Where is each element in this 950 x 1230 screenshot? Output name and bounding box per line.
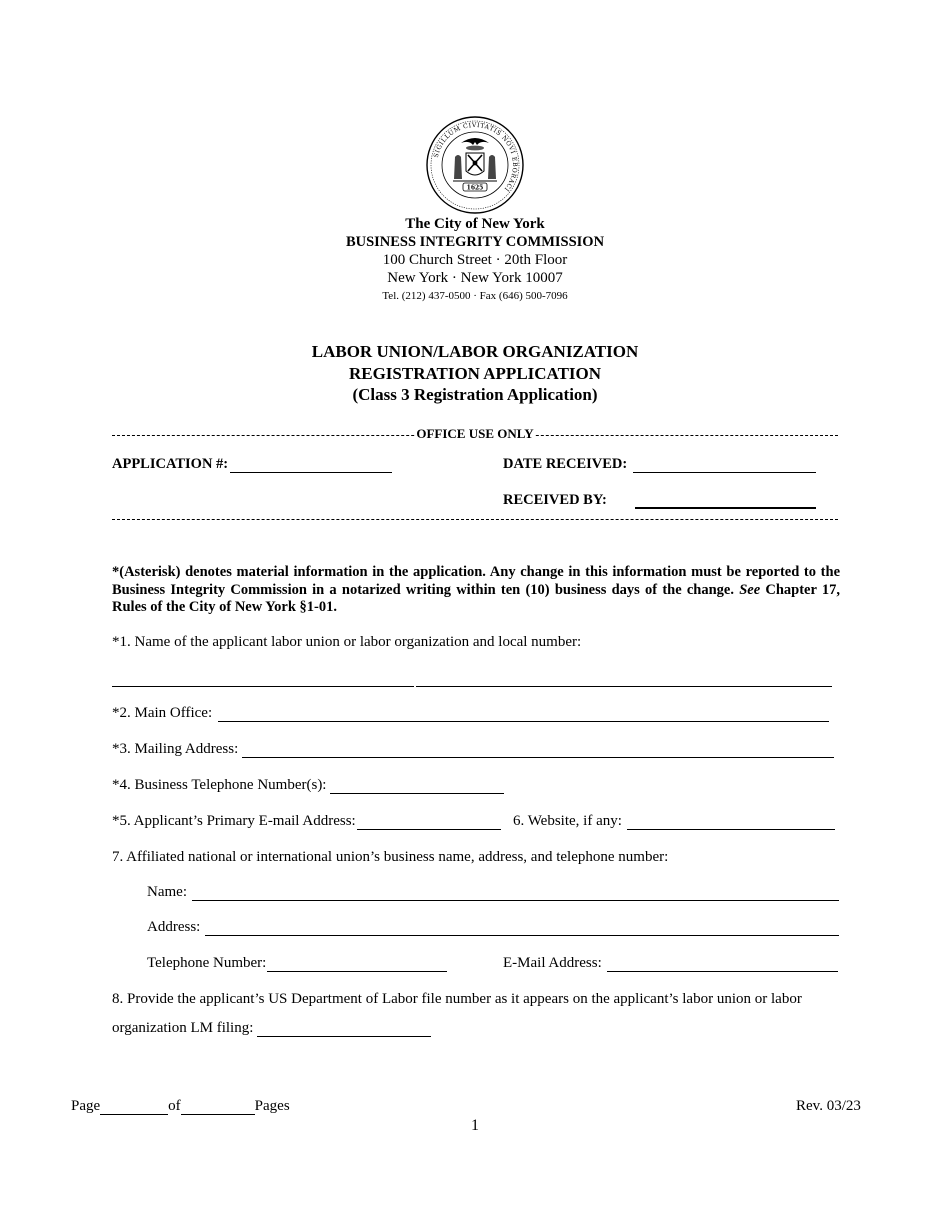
question-6-field[interactable]: [513, 813, 835, 830]
svg-text:1625: 1625: [466, 184, 484, 192]
application-number-field[interactable]: [112, 456, 392, 473]
question-7-name-field[interactable]: [147, 884, 839, 901]
form-title-line3: (Class 3 Registration Application): [352, 385, 598, 404]
question-2-label: *2. Main Office:: [112, 705, 213, 721]
received-by-field[interactable]: [503, 492, 816, 509]
question-8-field[interactable]: [112, 1020, 431, 1037]
material-info-notice: [112, 564, 840, 617]
question-8-label-line2: organization LM filing:: [112, 1020, 254, 1036]
svg-text:SIGILLUM CIVITATIS NOVI EBORAC: SIGILLUM CIVITATIS NOVI EBORACI: [432, 121, 519, 193]
notice-see: See: [739, 581, 761, 598]
question-7-name-line[interactable]: [192, 885, 839, 901]
total-pages-line[interactable]: [181, 1099, 255, 1115]
question-2-line[interactable]: [218, 706, 829, 722]
pages-label: Pages: [254, 1098, 290, 1114]
question-4-line[interactable]: [330, 778, 504, 794]
agency-phone-fax: Tel. (212) 437-0500 · Fax (646) 500-7096: [382, 290, 568, 302]
question-7-phone-field[interactable]: [147, 955, 447, 972]
office-use-bottom-divider: [112, 519, 838, 520]
agency-address-line1: 100 Church Street · 20th Floor: [382, 252, 568, 268]
question-1-line-a[interactable]: [112, 686, 414, 687]
question-5-label: *5. Applicant’s Primary E-mail Address:: [112, 813, 356, 829]
question-3-line[interactable]: [242, 742, 834, 758]
question-7-email-field[interactable]: [503, 955, 838, 972]
date-received-line[interactable]: [633, 457, 816, 473]
question-1-line-b[interactable]: [416, 686, 832, 687]
date-received-label: DATE RECEIVED:: [503, 456, 628, 472]
question-3-label: *3. Mailing Address:: [112, 741, 239, 757]
question-6-line[interactable]: [627, 814, 835, 830]
question-7-address-field[interactable]: [147, 919, 839, 936]
question-5-field[interactable]: [112, 813, 501, 830]
question-8-line[interactable]: [257, 1021, 431, 1037]
question-6-label: 6. Website, if any:: [513, 813, 622, 829]
question-4-label: *4. Business Telephone Number(s):: [112, 777, 327, 793]
question-7-email-line[interactable]: [607, 956, 838, 972]
date-received-field[interactable]: [503, 456, 816, 473]
office-use-banner: OFFICE USE ONLY: [416, 426, 534, 441]
page-count-field[interactable]: [71, 1098, 290, 1115]
received-by-line[interactable]: [635, 492, 816, 509]
question-7-label: 7. Affiliated national or international union’s business name, address, and telephone number:: [112, 849, 669, 865]
nyc-seal-icon: [425, 115, 525, 215]
question-1-label: *1. Name of the applicant labor union or labor organization and local number:: [112, 634, 582, 650]
question-5-line[interactable]: [357, 814, 501, 830]
application-number-line[interactable]: [230, 457, 392, 473]
question-8-label-line1: 8. Provide the applicant’s US Department of Labor file number as it appears on the applicant’s labor union or labor: [112, 991, 802, 1007]
question-7-phone-line[interactable]: [267, 956, 447, 972]
of-label: of: [168, 1098, 181, 1114]
question-3-field[interactable]: [112, 741, 834, 758]
notice-text: *(Asterisk) denotes material information in the application. Any change in this information must be reported to the Business Integrity Commission in a notarized writing within ten (10) business days of the change.: [112, 564, 840, 598]
city-name: The City of New York: [405, 216, 545, 232]
form-title-line2: REGISTRATION APPLICATION: [348, 364, 602, 383]
page-label: Page: [71, 1098, 101, 1114]
form-title-line1: LABOR UNION/LABOR ORGANIZATION: [311, 342, 639, 361]
question-7-address-label: Address:: [147, 919, 201, 935]
revision-label: Rev. 03/23: [796, 1098, 861, 1114]
agency-name: BUSINESS INTEGRITY COMMISSION: [345, 234, 605, 250]
question-7-phone-label: Telephone Number:: [147, 955, 267, 971]
notice-citation: Chapter 17, Rules of the City of New York §1-01.: [112, 581, 840, 615]
question-7-name-label: Name:: [147, 884, 187, 900]
question-2-field[interactable]: [112, 705, 829, 722]
application-number-label: APPLICATION #:: [112, 456, 229, 472]
received-by-label: RECEIVED BY:: [503, 492, 607, 508]
agency-address-line2: New York · New York 10007: [387, 270, 563, 286]
question-4-field[interactable]: [112, 777, 504, 794]
page-number: 1: [471, 1117, 479, 1134]
page-number-line[interactable]: [100, 1099, 168, 1115]
question-7-email-label: E-Mail Address:: [503, 955, 602, 971]
question-7-address-line[interactable]: [205, 920, 839, 936]
